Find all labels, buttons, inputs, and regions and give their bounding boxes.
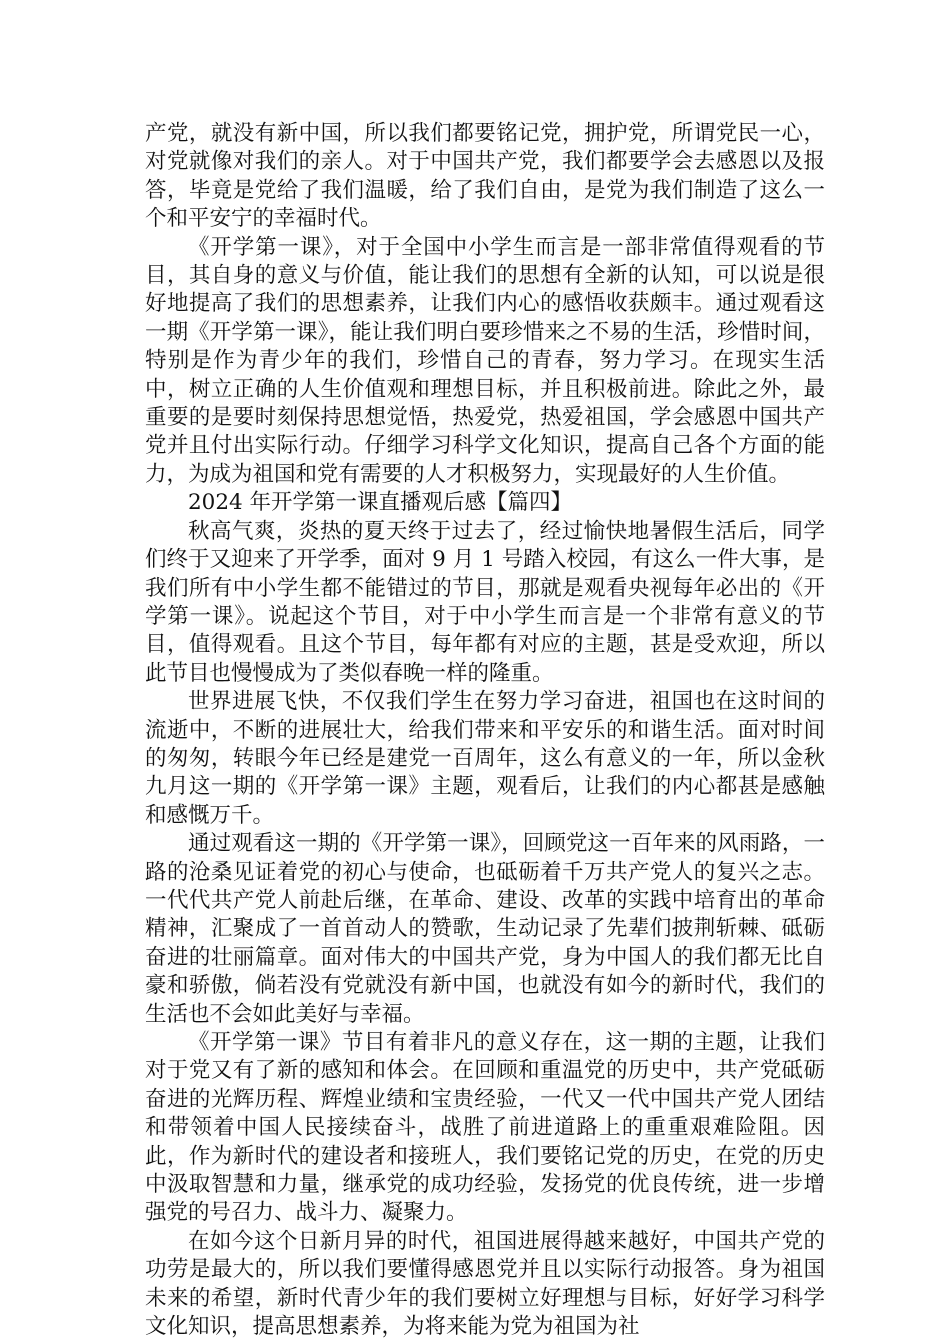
paragraph: 《开学第一课》节目有着非凡的意义存在，这一期的主题，让我们对于党又有了新的感知和体会。在回顾和重温党的历史中，共产党砥砺奋进的光辉历程、辉煌业绩和宝贵经验，一代又一代中国共产党人团结和带领着中国人民接续奋斗，战胜了前进道路上的重重艰难险阻。因此，作为新时代的建设者和接班人，我们要铭记党的历史，在党的历史中汲取智慧和力量，继承党的成功经验，发扬党的优良传统，进一步增强党的号召力、战斗力、凝聚力。: [145, 1030, 825, 1226]
section-heading: 2024 年开学第一课直播观后感【篇四】: [188, 490, 573, 516]
paragraph: 秋高气爽，炎热的夏天终于过去了，经过愉快地暑假生活后，同学们终于又迎来了开学季，面对 9 月 1 号踏入校园，有这么一件大事，是我们所有中小学生都不能错过的节目，那就是观看央视每年必出的《开学第一课》。说起这个节目，对于中小学生而言是一个非常有意义的节目，值得观看。且这个节目，每年都有对应的主题，甚是受欢迎，所以此节目也慢慢成为了类似春晚一样的隆重。: [145, 518, 825, 686]
paragraph-continued: 产党，就没有新中国，所以我们都要铭记党，拥护党，所谓党民一心，对党就像对我们的亲人。对于中国共产党，我们都要学会去感恩以及报答，毕竟是党给了我们温暖，给了我们自由，是党为我们制造了这么一个和平安宁的幸福时代。: [145, 121, 825, 232]
paragraph: 在如今这个日新月异的时代，祖国进展得越来越好，中国共产党的功劳是最大的，所以我们要懂得感恩党并且以实际行动报答。身为祖国未来的希望，新时代青少年的我们要树立好理想与目标，好好学习科学文化知识，提高思想素养，为将来能为党为祖国为社: [145, 1228, 825, 1340]
document-page: [145, 120, 825, 1341]
paragraph: 《开学第一课》，对于全国中小学生而言是一部非常值得观看的节目，其自身的意义与价值，能让我们的思想有全新的认知，可以说是很好地提高了我们的思想素养，让我们内心的感悟收获颇丰。通过观看这一期《开学第一课》，能让我们明白要珍惜来之不易的生活，珍惜时间，特别是作为青少年的我们，珍惜自己的青春，努力学习。在现实生活中，树立正确的人生价值观和理想目标，并且积极前进。除此之外，最重要的是要时刻保持思想觉悟，热爱党，热爱祖国，学会感恩中国共产党并且付出实际行动。仔细学习科学文化知识，提高自己各个方面的能力，为成为祖国和党有需要的人才积极努力，实现最好的人生价值。: [145, 234, 825, 487]
paragraph: 世界进展飞快，不仅我们学生在努力学习奋进，祖国也在这时间的流逝中，不断的进展壮大，给我们带来和平安乐的和谐生活。面对时间的匆匆，转眼今年已经是建党一百周年，这么有意义的一年，所以金秋九月这一期的《开学第一课》主题，观看后，让我们的内心都甚是感触和感慨万千。: [145, 689, 825, 828]
paragraph: 通过观看这一期的《开学第一课》，回顾党这一百年来的风雨路，一路的沧桑见证着党的初心与使命，也砥砺着千万共产党人的复兴之志。一代代共产党人前赴后继，在革命、建设、改革的实践中培育出的革命精神，汇聚成了一首首动人的赞歌，生动记录了先辈们披荆斩棘、砥砺奋进的壮丽篇章。面对伟大的中国共产党，身为中国人的我们都无比自豪和骄傲，倘若没有党就没有新中国，也就没有如今的新时代，我们的生活也不会如此美好与幸福。: [145, 831, 825, 1027]
